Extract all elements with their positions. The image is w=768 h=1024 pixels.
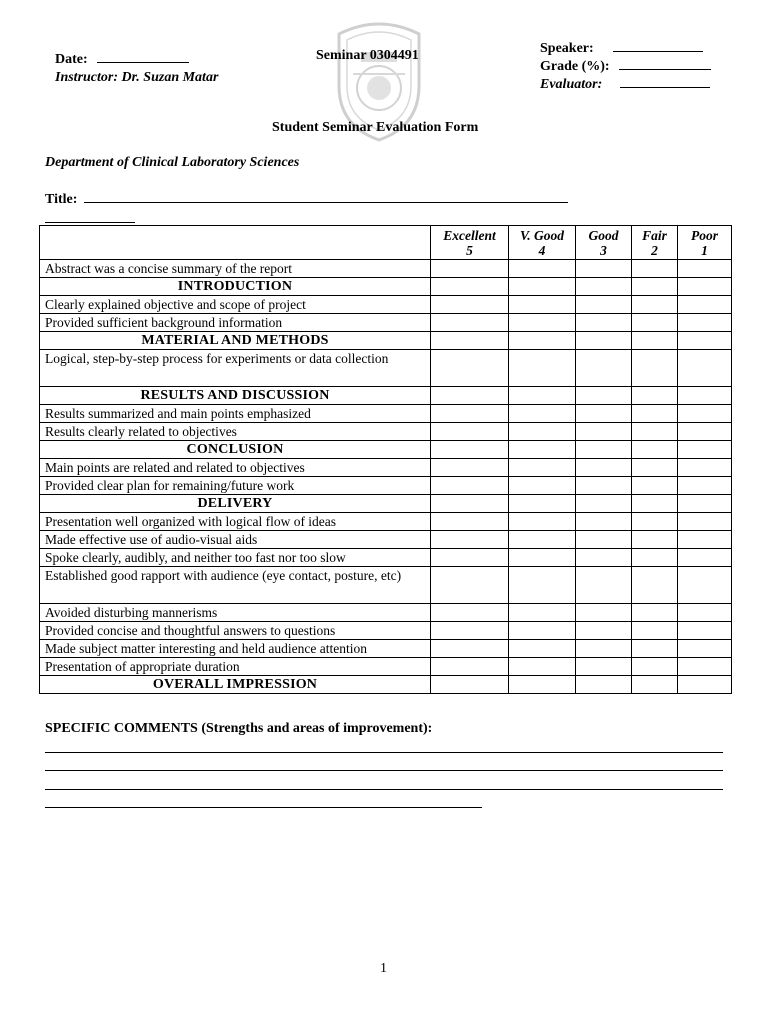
score-cell[interactable]	[431, 405, 509, 423]
score-cell[interactable]	[678, 350, 732, 387]
speaker-blank[interactable]	[613, 51, 703, 52]
title-blank[interactable]	[84, 202, 568, 203]
score-cell[interactable]	[632, 278, 678, 296]
score-cell[interactable]	[509, 459, 576, 477]
score-cell[interactable]	[509, 423, 576, 441]
score-cell[interactable]	[431, 676, 509, 694]
score-cell[interactable]	[509, 495, 576, 513]
score-header-row	[40, 226, 732, 260]
date-field	[55, 52, 189, 68]
criteria-row	[40, 567, 732, 604]
score-cell[interactable]	[632, 350, 678, 387]
score-cell[interactable]	[632, 477, 678, 495]
grade-label: Grade (%):	[540, 59, 610, 74]
score-cell[interactable]	[431, 278, 509, 296]
title-blank-continued[interactable]	[45, 222, 135, 223]
score-cell[interactable]	[576, 314, 632, 332]
section-header-row	[40, 441, 732, 459]
score-cell[interactable]	[509, 296, 576, 314]
criteria-text: Results summarized and main points emphasized	[40, 405, 431, 423]
score-cell[interactable]	[509, 604, 576, 622]
evaluator-blank[interactable]	[620, 87, 710, 88]
section-title: INTRODUCTION	[40, 278, 431, 296]
score-cell[interactable]	[431, 549, 509, 567]
score-cell[interactable]	[678, 314, 732, 332]
score-cell[interactable]	[678, 495, 732, 513]
criteria-text: Made effective use of audio-visual aids	[40, 531, 431, 549]
criteria-text: Provided sufficient background information	[40, 314, 431, 332]
score-cell[interactable]	[632, 604, 678, 622]
score-cell[interactable]	[431, 332, 509, 350]
score-cell[interactable]	[678, 549, 732, 567]
score-cell[interactable]	[632, 549, 678, 567]
score-cell[interactable]	[509, 405, 576, 423]
score-cell[interactable]	[431, 640, 509, 658]
criteria-row	[40, 260, 732, 278]
criteria-row	[40, 477, 732, 495]
department-name: Department of Clinical Laboratory Sciences	[45, 155, 300, 170]
score-cell[interactable]	[678, 332, 732, 350]
criteria-row	[40, 604, 732, 622]
score-cell[interactable]	[632, 387, 678, 405]
score-cell[interactable]	[509, 441, 576, 459]
score-cell[interactable]	[431, 513, 509, 531]
score-cell[interactable]	[509, 278, 576, 296]
score-cell[interactable]	[632, 495, 678, 513]
score-cell[interactable]	[431, 477, 509, 495]
grade-field	[540, 59, 711, 75]
score-cell[interactable]	[678, 531, 732, 549]
score-cell[interactable]	[632, 296, 678, 314]
score-cell[interactable]	[632, 622, 678, 640]
criteria-row	[40, 350, 732, 387]
score-cell[interactable]	[632, 314, 678, 332]
score-cell[interactable]	[576, 278, 632, 296]
score-cell[interactable]	[576, 640, 632, 658]
comment-line-4[interactable]	[45, 807, 482, 808]
title-field	[45, 192, 568, 208]
score-cell[interactable]	[509, 387, 576, 405]
score-cell[interactable]	[678, 658, 732, 676]
criteria-text: Spoke clearly, audibly, and neither too fast nor too slow	[40, 549, 431, 567]
criteria-row	[40, 549, 732, 567]
score-cell[interactable]	[678, 513, 732, 531]
score-cell[interactable]	[678, 423, 732, 441]
score-cell[interactable]	[576, 332, 632, 350]
criteria-text: Clearly explained objective and scope of project	[40, 296, 431, 314]
section-title: OVERALL IMPRESSION	[40, 676, 431, 694]
score-cell[interactable]	[509, 260, 576, 278]
score-cell[interactable]	[431, 604, 509, 622]
speaker-field	[540, 41, 703, 57]
score-cell[interactable]	[678, 296, 732, 314]
score-header-good: Good 3	[576, 226, 632, 260]
section-title: RESULTS AND DISCUSSION	[40, 387, 431, 405]
score-cell[interactable]	[576, 549, 632, 567]
score-cell[interactable]	[678, 459, 732, 477]
score-cell[interactable]	[632, 332, 678, 350]
criteria-row	[40, 459, 732, 477]
score-cell[interactable]	[509, 567, 576, 604]
score-cell[interactable]	[509, 513, 576, 531]
evaluator-field	[540, 77, 710, 93]
evaluator-label: Evaluator:	[540, 77, 603, 92]
criteria-text: Provided clear plan for remaining/future work	[40, 477, 431, 495]
section-title: MATERIAL AND METHODS	[40, 332, 431, 350]
score-cell[interactable]	[431, 350, 509, 387]
score-cell[interactable]	[576, 350, 632, 387]
instructor-name: Instructor: Dr. Suzan Matar	[55, 70, 219, 85]
criteria-row	[40, 622, 732, 640]
score-cell[interactable]	[678, 676, 732, 694]
section-title: DELIVERY	[40, 495, 431, 513]
score-cell[interactable]	[678, 260, 732, 278]
score-cell[interactable]	[678, 604, 732, 622]
score-cell[interactable]	[509, 658, 576, 676]
score-cell[interactable]	[678, 387, 732, 405]
score-cell[interactable]	[632, 531, 678, 549]
date-blank[interactable]	[97, 62, 189, 63]
score-cell[interactable]	[431, 387, 509, 405]
criteria-text: Results clearly related to objectives	[40, 423, 431, 441]
criteria-text: Made subject matter interesting and held audience attention	[40, 640, 431, 658]
score-cell[interactable]	[632, 640, 678, 658]
score-cell[interactable]	[678, 567, 732, 604]
comment-line-2[interactable]	[45, 770, 723, 771]
score-cell[interactable]	[576, 477, 632, 495]
score-cell[interactable]	[632, 405, 678, 423]
score-cell[interactable]	[509, 676, 576, 694]
form-title: Student Seminar Evaluation Form	[272, 120, 479, 135]
date-label: Date:	[55, 52, 88, 67]
score-cell[interactable]	[576, 676, 632, 694]
title-label: Title:	[45, 192, 78, 207]
score-cell[interactable]	[576, 658, 632, 676]
criteria-text: Provided concise and thoughtful answers to questions	[40, 622, 431, 640]
seminar-code: Seminar 0304491	[316, 48, 419, 63]
score-cell[interactable]	[431, 441, 509, 459]
criteria-row	[40, 513, 732, 531]
score-cell[interactable]	[576, 405, 632, 423]
grade-blank[interactable]	[619, 69, 711, 70]
score-cell[interactable]	[431, 423, 509, 441]
speaker-label: Speaker:	[540, 41, 594, 56]
criteria-row	[40, 640, 732, 658]
score-cell[interactable]	[632, 441, 678, 459]
comment-line-1[interactable]	[45, 752, 723, 753]
score-cell[interactable]	[678, 278, 732, 296]
section-title: CONCLUSION	[40, 441, 431, 459]
section-header-row	[40, 676, 732, 694]
score-cell[interactable]	[576, 622, 632, 640]
score-header-fair: Fair 2	[632, 226, 678, 260]
criteria-row	[40, 531, 732, 549]
score-cell[interactable]	[576, 531, 632, 549]
score-cell[interactable]	[509, 477, 576, 495]
criteria-text: Main points are related and related to objectives	[40, 459, 431, 477]
section-header-row	[40, 387, 732, 405]
score-cell[interactable]	[431, 296, 509, 314]
evaluation-table-body	[40, 226, 732, 694]
score-header-v-good: V. Good 4	[509, 226, 576, 260]
score-header-poor: Poor 1	[678, 226, 732, 260]
score-cell[interactable]	[576, 567, 632, 604]
criteria-text: Avoided disturbing mannerisms	[40, 604, 431, 622]
score-cell[interactable]	[509, 314, 576, 332]
section-header-row	[40, 278, 732, 296]
score-cell[interactable]	[678, 477, 732, 495]
criteria-text: Abstract was a concise summary of the report	[40, 260, 431, 278]
score-cell[interactable]	[632, 513, 678, 531]
criteria-row	[40, 405, 732, 423]
score-cell[interactable]	[576, 495, 632, 513]
score-cell[interactable]	[576, 459, 632, 477]
score-cell[interactable]	[509, 622, 576, 640]
criteria-text: Presentation of appropriate duration	[40, 658, 431, 676]
score-cell[interactable]	[431, 495, 509, 513]
criteria-header-cell	[40, 226, 431, 260]
criteria-text: Presentation well organized with logical flow of ideas	[40, 513, 431, 531]
score-cell[interactable]	[431, 314, 509, 332]
score-cell[interactable]	[509, 640, 576, 658]
criteria-row	[40, 314, 732, 332]
score-cell[interactable]	[632, 459, 678, 477]
score-cell[interactable]	[509, 549, 576, 567]
score-cell[interactable]	[576, 513, 632, 531]
evaluation-table	[39, 225, 732, 694]
score-cell[interactable]	[431, 459, 509, 477]
score-cell[interactable]	[431, 658, 509, 676]
score-cell[interactable]	[678, 622, 732, 640]
score-cell[interactable]	[576, 387, 632, 405]
criteria-text: Established good rapport with audience (eye contact, posture, etc)	[40, 567, 431, 604]
criteria-row	[40, 658, 732, 676]
comments-label: SPECIFIC COMMENTS (Strengths and areas of improvement):	[45, 721, 433, 736]
score-cell[interactable]	[576, 296, 632, 314]
score-cell[interactable]	[678, 441, 732, 459]
score-cell[interactable]	[509, 332, 576, 350]
score-cell[interactable]	[632, 658, 678, 676]
section-header-row	[40, 332, 732, 350]
page-number: 1	[380, 961, 387, 976]
score-cell[interactable]	[576, 260, 632, 278]
score-header-excellent: Excellent 5	[431, 226, 509, 260]
score-cell[interactable]	[576, 423, 632, 441]
score-cell[interactable]	[509, 531, 576, 549]
score-cell[interactable]	[632, 567, 678, 604]
section-header-row	[40, 495, 732, 513]
score-cell[interactable]	[632, 423, 678, 441]
criteria-row	[40, 296, 732, 314]
score-cell[interactable]	[576, 441, 632, 459]
score-cell[interactable]	[632, 676, 678, 694]
comment-line-3[interactable]	[45, 789, 723, 790]
score-cell[interactable]	[431, 531, 509, 549]
score-cell[interactable]	[678, 640, 732, 658]
criteria-row	[40, 423, 732, 441]
score-cell[interactable]	[632, 260, 678, 278]
score-cell[interactable]	[509, 350, 576, 387]
score-cell[interactable]	[431, 260, 509, 278]
score-cell[interactable]	[431, 567, 509, 604]
criteria-text: Logical, step-by-step process for experiments or data collection	[40, 350, 431, 387]
score-cell[interactable]	[576, 604, 632, 622]
score-cell[interactable]	[431, 622, 509, 640]
score-cell[interactable]	[678, 405, 732, 423]
